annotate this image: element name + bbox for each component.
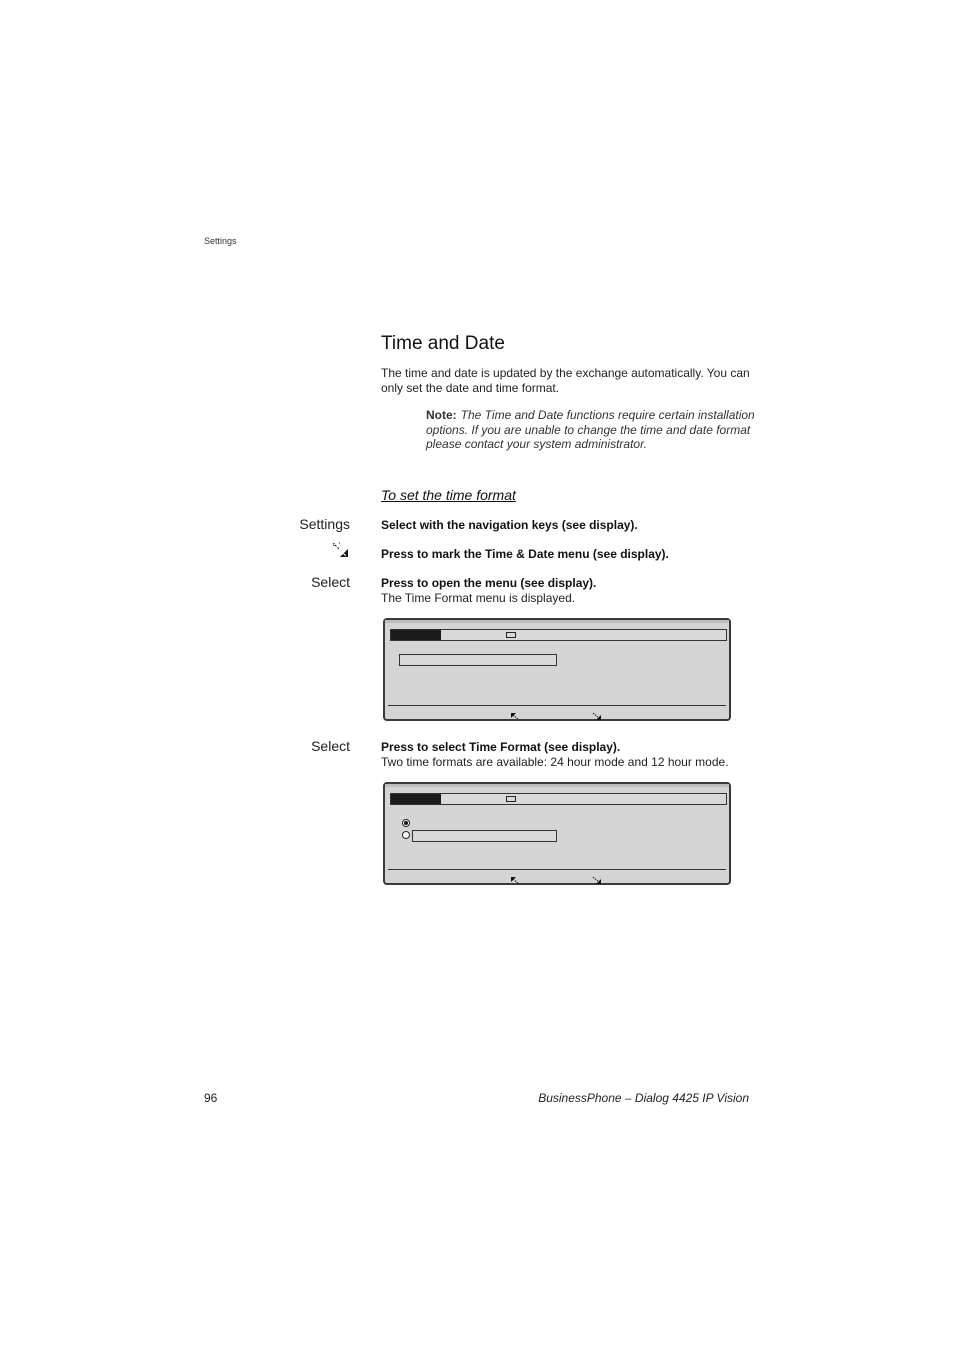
page-number: 96 <box>204 1091 218 1105</box>
display-footer-divider <box>388 869 726 870</box>
display-footer-divider <box>388 705 726 706</box>
step-1 <box>381 518 638 533</box>
intro-paragraph: The time and date is updated by the exchange automatically. You can only set the date and time format. <box>381 366 750 395</box>
display-menu-item-highlight <box>412 830 557 842</box>
step-4 <box>381 740 729 769</box>
footer-document-title: BusinessPhone – Dialog 4425 IP Vision <box>538 1091 749 1105</box>
step-3-description: The Time Format menu is displayed. <box>381 590 576 605</box>
key-select-1: Select <box>311 574 350 590</box>
navigation-down-icon <box>592 708 602 726</box>
running-header: Settings <box>204 236 237 246</box>
note-label: Note: <box>426 408 457 422</box>
phone-display-time-format-menu <box>383 618 731 721</box>
display-title-bar <box>390 629 727 641</box>
navigation-down-icon <box>592 872 602 890</box>
step-2 <box>381 547 669 562</box>
step-1-instruction: Select with the navigation keys (see display). <box>381 518 638 532</box>
navigation-down-icon <box>332 542 350 558</box>
display-indicator <box>506 796 516 802</box>
key-settings: Settings <box>299 516 350 532</box>
radio-option-selected[interactable] <box>402 819 410 827</box>
note-box <box>426 408 756 452</box>
display-title-bar <box>390 793 727 805</box>
display-menu-item-highlight <box>399 654 557 666</box>
step-3-instruction: Press to open the menu (see display). <box>381 576 597 590</box>
step-4-instruction: Press to select Time Format (see display). <box>381 740 621 754</box>
step-3 <box>381 576 596 605</box>
display-indicator <box>506 632 516 638</box>
step-4-description: Two time formats are available: 24 hour mode and 12 hour mode. <box>381 754 729 769</box>
key-select-2: Select <box>311 738 350 754</box>
procedure-heading: To set the time format <box>381 487 516 503</box>
page-title: Time and Date <box>381 333 505 354</box>
radio-option[interactable] <box>402 831 410 839</box>
phone-display-time-format-options <box>383 782 731 885</box>
navigation-up-icon <box>510 708 520 726</box>
navigation-up-icon <box>510 872 520 890</box>
note-text: The Time and Date functions require certain installation options. If you are unable to change the time and date format please contact your system administrator. <box>426 408 755 451</box>
step-2-instruction: Press to mark the Time & Date menu (see display). <box>381 547 669 561</box>
